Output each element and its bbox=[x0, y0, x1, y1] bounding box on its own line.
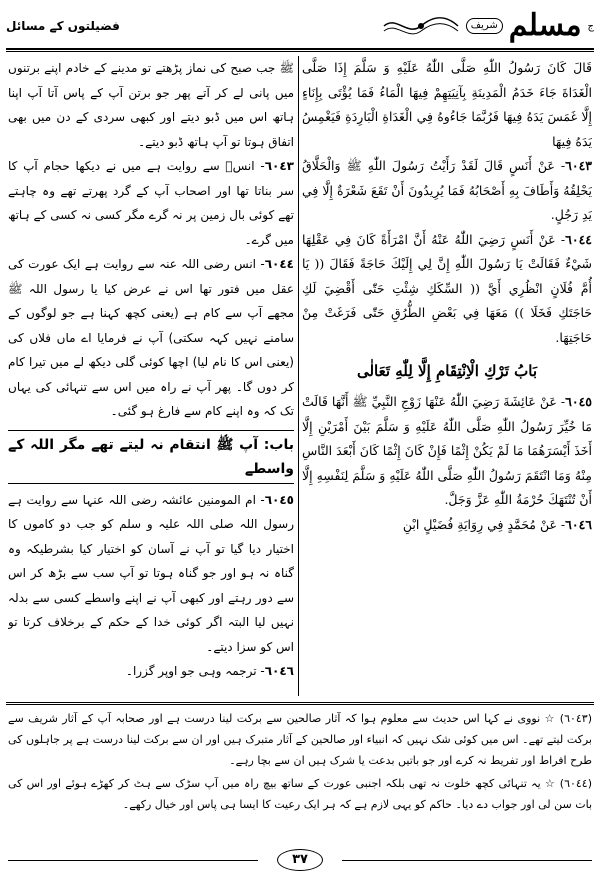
arabic-paragraph bbox=[302, 56, 592, 154]
urdu-text: - ترجمہ وہی جو اوپر گزرا۔ bbox=[125, 664, 265, 678]
footnote bbox=[8, 773, 592, 815]
urdu-text: - ام المومنین عائشہ رضی اللہ عنہا سے روایت ہے رسول اللہ صلی اللہ علیہ و سلم کو جب دو کاموں کا اختیار دیا گیا تو آپ نے آسان کو اختیار کیا بشرطیکہ وہ گناہ نہ ہو اور جو گناہ ہوتا تو آپ سب سے بڑھ کر اس سے دور رہتے اور کبھی آپ نے اپنے واسطے کسی سے بدلہ نہیں لیا البتہ اگر کوئی خدا کے حکم کے برخلاف کرتا تو اس کو سزا دیتے۔ bbox=[8, 492, 294, 654]
urdu-paragraph bbox=[8, 56, 294, 154]
column-divider bbox=[298, 56, 299, 696]
hadith-number: ٦٠٤٣ bbox=[565, 158, 592, 173]
page-number-rule-right bbox=[342, 860, 592, 861]
hadith-number: ٦٠٤٤ bbox=[264, 257, 294, 271]
arabic-column bbox=[302, 56, 592, 696]
urdu-text: - انس رضی اللہ عنہ سے روایت ہے ایک عورت کی عقل میں فتور تھا اس نے عرض کیا یا رسول اللہ ﷺ مجھے آپ سے کام ہے (یعنی کچھ کہنا ہے جو لوگوں کے سامنے نہیں کہہ سکتی) آپ نے فرمایا اے ماں فلاں کی (یعنی اس کا نام لیا) اچھا کوئی گلی دیکھ لے میں تیرا کام کر دوں گا۔ پھر آپ نے راہ میں اس سے تنہائی کی یہاں تک کہ وہ اپنے کام سے فارغ ہو گئی۔ bbox=[8, 257, 294, 418]
footnote-ref: (٦٠٤٤) bbox=[559, 777, 592, 790]
section-title: فضیلتوں کے مسائل bbox=[6, 19, 120, 33]
urdu-chapter-heading: باب: آپ ﷺ انتقام نہ لیتے تھے مگر اللہ کے واسطے bbox=[8, 430, 294, 484]
page-number-rule-left bbox=[8, 860, 258, 861]
hadith-number: ٦٠٤٤ bbox=[565, 231, 592, 247]
hadith-number: ٦٠٤٦ bbox=[565, 516, 592, 532]
header-rule bbox=[6, 48, 594, 50]
urdu-hadith bbox=[8, 252, 294, 424]
book-title-block bbox=[382, 8, 594, 43]
hadith-number: ٦٠٤٣ bbox=[264, 159, 294, 173]
footnote-text: ☆ نووی نے کہا اس حدیث سے معلوم ہوا کہ آثار صالحین سے برکت لینا درست ہے اور صحابہ آپ کے آثار شریف سے برکت لیتے تھے۔ اس میں کوئی شک نہیں کہ انبیاء اور صالحین کے آثار متبرک ہیں اور ان سے برکت لینا درست ہے پر جاہلوں کی طرح افراط اور تفریط نہ کرے اور جو باتیں بدعت یا شرک ہیں ان سے بچا رہے۔ bbox=[8, 712, 592, 767]
page-number: ٣٧ bbox=[277, 849, 323, 871]
footnote bbox=[8, 708, 592, 771]
arabic-text: - عَنْ عَائِشَةَ رَضِيَ اللّٰهُ عَنْهَا زَوْجِ النَّبِيِّ ﷺ أَنَّهَا قَالَتْ مَا خُيِّرَ رَسُولُ اللّٰهِ صَلَّى اللّٰهُ عَلَيْهِ وَ سَلَّمَ بَيْنَ أَمْرَيْنِ إِلَّا أَخَذَ أَيْسَرَهُمَا مَا لَمْ يَكُنْ إِثْمًا فَإِنْ كَانَ إِثْمًا كَانَ أَبْعَدَ النَّاسِ مِنْهُ وَمَا انْتَقَمَ رَسُولُ اللّٰهِ صَلَّى اللّٰهُ عَلَيْهِ وَ سَلَّمَ لِنَفْسِهِ إِلَّا أَنْ تُنْتَهَكَ حُرْمَةُ اللّٰهِ عَزَّ وَجَلَّ. bbox=[302, 394, 592, 507]
urdu-hadith bbox=[8, 154, 294, 252]
arabic-text: قَالَ كَانَ رَسُولُ اللّٰهِ صَلَّى اللّٰهُ عَلَيْهِ وَ سَلَّمَ إِذَا صَلَّى الْغَدَاةَ جَاءَ خَدَمُ الْمَدِينَةِ بِآنِيَتِهِمْ فِيهَا الْمَاءُ فَمَا يُؤْتَى بِإِنَاءٍ إِلَّا غَمَسَ يَدَهُ فِيهَا فَرُبَّمَا جَاءُوهُ فِي الْغَدَاةِ الْبَارِدَةِ فَيَغْمِسُ يَدَهُ فِيهَا bbox=[302, 60, 592, 149]
book-title-badge: شریف bbox=[466, 18, 503, 34]
page-number-block bbox=[250, 848, 350, 872]
arabic-chapter-heading: بَابُ تَرْكِ الْاِنْتِقَامِ إِلَّا لِلّٰهِ تَعَالٰى bbox=[356, 362, 537, 380]
footnotes bbox=[8, 708, 592, 844]
hadith-number: ٦٠٤٦ bbox=[264, 664, 294, 678]
arabic-hadith bbox=[302, 154, 592, 228]
arabic-text: - عَنْ أَنَسٍ قَالَ لَقَدْ رَأَيْتُ رَسُولَ اللّٰهِ ﷺ وَالْحَلَّاقُ يَحْلِقُهُ وَأَطَافَ بِهِ أَصْحَابُهُ فَمَا يُرِيدُونَ أَنْ تَقَعَ شَعْرَةٌ إِلَّا فِي يَدِ رَجُلٍ. bbox=[302, 158, 592, 222]
urdu-text: ﷺ جب صبح کی نماز پڑھتے تو مدینے کے خادم اپنے برتنوں میں پانی لے کر آتے پھر جو برتن آپ کے پاس آتا آپ اپنا ہاتھ اس میں ڈبو دیتے اور کبھی سردی کے دن میں بھی اتفاق ہوتا تو آپ ہاتھ ڈبو دیتے۔ bbox=[8, 61, 294, 149]
hadith-number: ٦٠٤٥ bbox=[264, 492, 294, 507]
footnote-text: ☆ یہ تنہائی کچھ خلوت نہ تھی بلکہ اجنبی عورت کے ساتھ بیچ راہ میں آپ سڑک سے ہٹ کر کھڑے ہوئے اور اس کی بات سن لی اور جواب دے دیا۔ حاکم کو یہی لازم ہے کہ ہر ایک رعیت کا ایسا ہی پاس اور خیال رکھے۔ bbox=[8, 777, 592, 811]
arabic-hadith bbox=[302, 228, 592, 351]
page-header bbox=[6, 4, 594, 48]
book-title: مسلم bbox=[508, 8, 582, 43]
urdu-hadith bbox=[8, 488, 294, 660]
arabic-hadith bbox=[302, 390, 592, 513]
urdu-text: - انسؓ سے روایت ہے میں نے دیکھا حجام آپ کا سر بناتا تھا اور اصحاب آپ کے گرد پھرتے تھے وہ چاہتے تھے کوئی بال زمین پر نہ گرے مگر کسی نہ کسی کے ہاتھ میں گرے۔ bbox=[8, 159, 294, 247]
footnote-rule bbox=[6, 702, 594, 703]
urdu-column bbox=[8, 56, 294, 696]
hadith-number: ٦٠٤٥ bbox=[565, 394, 592, 409]
urdu-hadith bbox=[8, 659, 294, 684]
arabic-text: - عَنْ مُحَمَّدٍ فِي رِوَايَةِ فُضَيْلٍ ابْنِ bbox=[402, 516, 566, 532]
arabic-text: - عَنْ أَنَسٍ رَضِيَ اللّٰهُ عَنْهُ أَنَّ امْرَأَةً كَانَ فِي عَقْلِهَا شَيْءٌ فَقَالَتْ يَا رَسُولَ اللّٰهِ إِنَّ لِي إِلَيْكَ حَاجَةً فَقَالَ (( يَا أُمَّ فُلَانٍ انْظُرِي أَيَّ (( السِّكَكِ شِئْتِ حَتّٰى أَقْضِيَ لَكِ حَاجَتَكِ فَخَلَا )) مَعَهَا فِي بَعْضِ الطُّرُقِ حَتّٰى فَرَغَتْ مِنْ حَاجَتِهَا. bbox=[302, 231, 592, 345]
header-rule-thin bbox=[6, 51, 594, 52]
footnote-rule-thin bbox=[6, 704, 594, 705]
ornament-icon bbox=[382, 13, 460, 39]
footnote-ref: (٦٠٤٣) bbox=[559, 712, 592, 725]
corner-mark: ج bbox=[587, 20, 594, 32]
arabic-hadith bbox=[302, 513, 592, 538]
